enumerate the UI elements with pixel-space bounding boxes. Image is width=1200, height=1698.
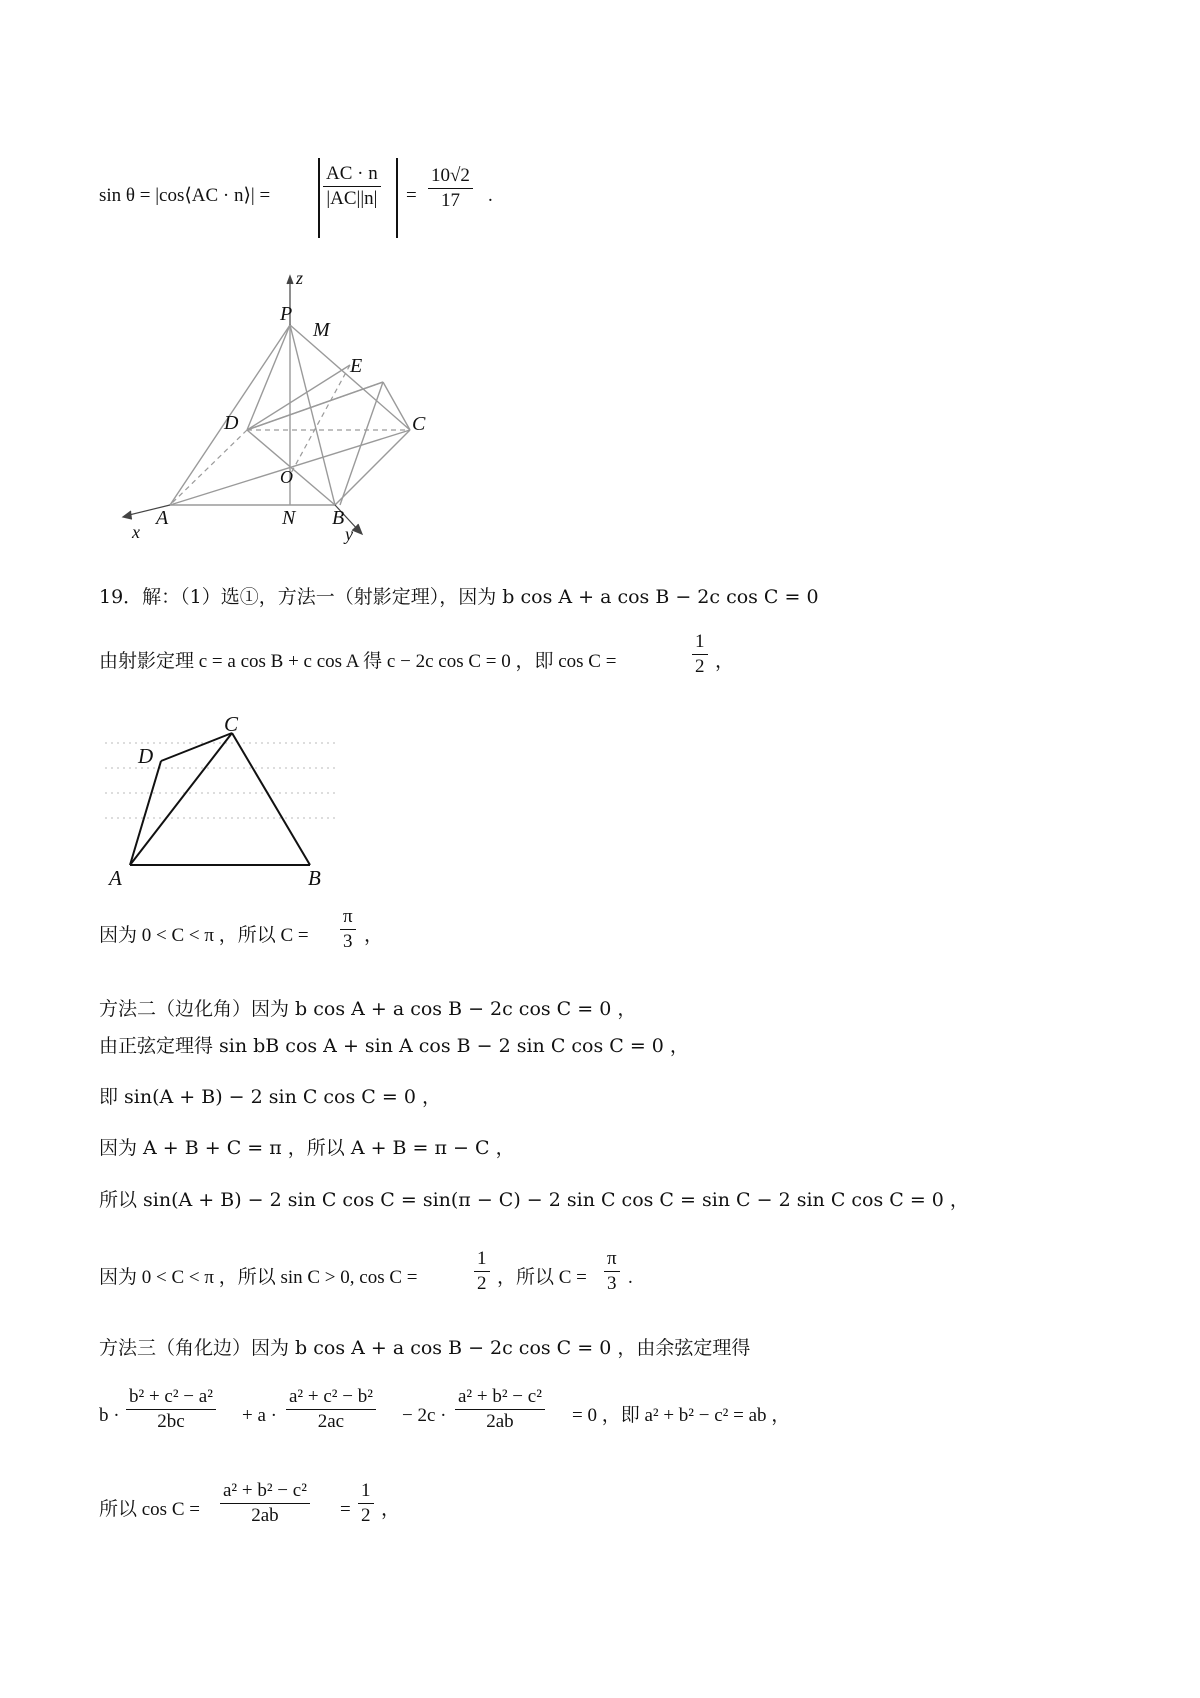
sine-law-line: 由正弦定理得 sin bB cos A + sin A cos B − 2 sin C cos C = 0 ， [99, 1035, 689, 1057]
method2-line: 方法二（边化角）因为 b cos A + a cos B − 2c cos C = 0 ， [99, 998, 637, 1020]
label-y: y [345, 524, 353, 544]
abs-bar-right [396, 158, 398, 238]
quad-label-C: C [224, 715, 239, 736]
pyramid-figure [120, 270, 480, 550]
label-E: E [350, 355, 363, 377]
q19-line: 19．解：（1）选①，方法一（射影定理），因为 b cos A + a cos B − 2c cos C = 0 [99, 586, 819, 608]
label-B: B [332, 507, 345, 529]
label-P: P [280, 303, 293, 325]
formula-end: . [488, 185, 493, 206]
label-M: M [313, 319, 330, 341]
formula-lhs: sin θ = |cos⟨AC · n⟩| = [99, 185, 271, 206]
label-x: x [132, 522, 140, 542]
label-z: z [296, 270, 304, 288]
quad-label-B: B [308, 866, 321, 890]
ji-line: 即 sin(A + B) − 2 sin C cos C = 0 ， [99, 1086, 441, 1108]
page: sin θ = |cos⟨AC · n⟩| = $\frac{AC \cdot n}{|AC||n|}$ = $\frac{10√2}{17}$ . z P M E D C O A N B x y 19．解：（1）选①，方法一（射影定理），因为 b cos A + a cos B − 2c cos C = 0 由射影定理 c = a cos B + c cos A 得 c − 2c cos C = 0 ，即 cos C = $\frac{1}{2}$ ， C D A B 因为 0 < C < π ，所以 C = $\frac{\pi}{3}$ ， 方法二（边化角）因为 b cos A + a cos B − 2c cos C = 0 ， 由正弦定理得 sin bB cos A + sin A cos B − 2 sin C cos C = 0 ， 即 sin(A + B) − 2 sin C cos C = 0 ， 因为 A + B + C = π ，所以 A + B = π − C ， 所以 sin(A + B) − 2 sin C cos C = sin(π − C) − 2 sin C cos C = sin C − 2 sin C cos C = 0 ， 因为 0 < C < π ，所以 sin C > 0, cos C = $\frac{1}{2}$ ，所以 C = $\frac{\pi}{3}$ . 方法三（角化边）因为 b cos A + a cos B − 2c cos C = 0 ，由余弦定理得 b · $\frac{\text{b² + c² − a²}}{2bc}$ + a · $\frac{\text{a² + c² − b²}}{2ac}$ − 2c · $\frac{\text{a² + b² − c²}}{2ab}$ = 0 ，即 a² + b² − c² = ab ， 所以 cos C = $\frac{\text{a² + b² − c²}}{2ab}$ = $\frac{1}{2}$ ， [0, 0, 1200, 1698]
quad-label-D: D [138, 744, 154, 768]
abs-bar-left [318, 158, 320, 238]
quadrilateral-edges [130, 733, 310, 865]
pyramid-axes [123, 276, 362, 534]
label-N: N [282, 507, 296, 529]
label-A: A [156, 507, 169, 529]
method3-line: 方法三（角化边）因为 b cos A + a cos B − 2c cos C = 0 ，由余弦定理得 [99, 1337, 751, 1359]
formula-frac: $\frac{AC \cdot n}{|AC||n|}$ [323, 162, 381, 211]
angle-sum-line: 因为 A + B + C = π ，所以 A + B = π − C ， [99, 1137, 515, 1159]
label-O: O [280, 467, 293, 487]
label-C: C [412, 413, 426, 435]
formula-result: $\frac{10√2}{17}$ [428, 164, 473, 213]
chain-line: 所以 sin(A + B) − 2 sin C cos C = sin(π − C) − 2 sin C cos C = sin C − 2 sin C cos C = 0 ， [99, 1189, 969, 1211]
quadrilateral-figure [100, 715, 340, 890]
quad-label-A: A [109, 866, 122, 890]
formula-eq: = [406, 185, 417, 206]
label-D: D [224, 412, 239, 434]
